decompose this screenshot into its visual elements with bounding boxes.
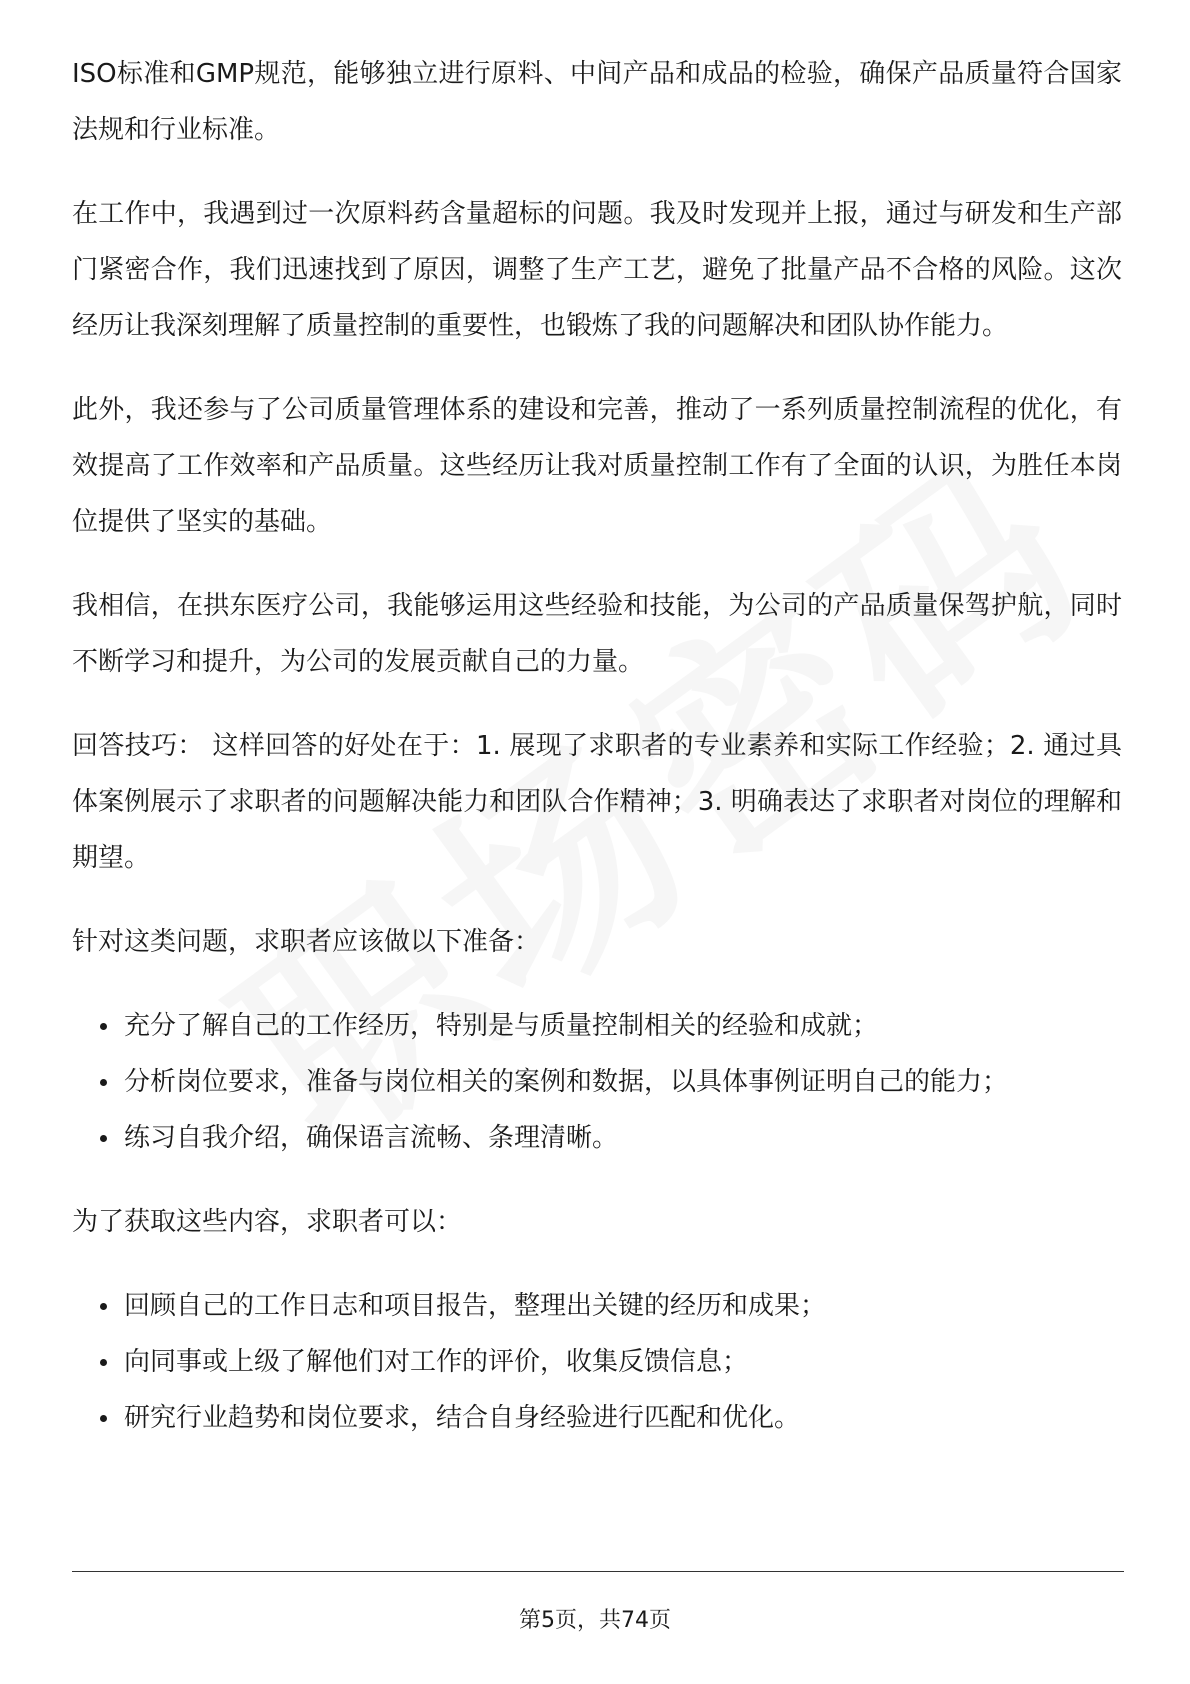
paragraph-prep-intro: 针对这类问题，求职者应该做以下准备： (72, 927, 541, 957)
paragraph-closing: 我相信，在拱东医疗公司，我能够运用这些经验和技能，为公司的产品质量保驾护航，同时不断学习和提升，为公司的发展贡献自己的力量。 (72, 591, 1122, 677)
paragraph-experience-case: 在工作中，我遇到过一次原料药含量超标的问题。我及时发现并上报，通过与研发和生产部门紧密合作，我们迅速找到了原因，调整了生产工艺，避免了批量产品不合格的风险。这次经历让我深刻理解了质量控制的重要性，也锻炼了我的问题解决和团队协作能力。 (72, 199, 1122, 341)
paragraph-gather-intro: 为了获取这些内容，求职者可以： (72, 1207, 463, 1237)
list-item: 研究行业趋势和岗位要求，结合自身经验进行匹配和优化。 (72, 1390, 1122, 1446)
page-number: 第5页，共74页 (519, 1608, 671, 1633)
footer-divider (72, 1571, 1124, 1572)
list-item: 充分了解自己的工作经历，特别是与质量控制相关的经验和成就； (72, 998, 1122, 1054)
gather-list (72, 1278, 1122, 1446)
paragraph-qualifications: ISO标准和GMP规范，能够独立进行原料、中间产品和成品的检验，确保产品质量符合国家法规和行业标准。 (72, 59, 1122, 145)
list-item: 练习自我介绍，确保语言流畅、条理清晰。 (72, 1110, 1122, 1166)
page-content (72, 46, 1122, 1474)
paragraph-quality-system: 此外，我还参与了公司质量管理体系的建设和完善，推动了一系列质量控制流程的优化，有效提高了工作效率和产品质量。这些经历让我对质量控制工作有了全面的认识，为胜任本岗位提供了坚实的基础。 (72, 395, 1122, 537)
list-item: 回顾自己的工作日志和项目报告，整理出关键的经历和成果； (72, 1278, 1122, 1334)
list-item: 向同事或上级了解他们对工作的评价，收集反馈信息； (72, 1334, 1122, 1390)
paragraph-answer-tips: 回答技巧： 这样回答的好处在于：1. 展现了求职者的专业素养和实际工作经验；2. 通过具体案例展示了求职者的问题解决能力和团队合作精神；3. 明确表达了求职者对岗位的理解和期望。 (72, 731, 1122, 873)
list-item: 分析岗位要求，准备与岗位相关的案例和数据，以具体事例证明自己的能力； (72, 1054, 1122, 1110)
prep-list (72, 998, 1122, 1166)
